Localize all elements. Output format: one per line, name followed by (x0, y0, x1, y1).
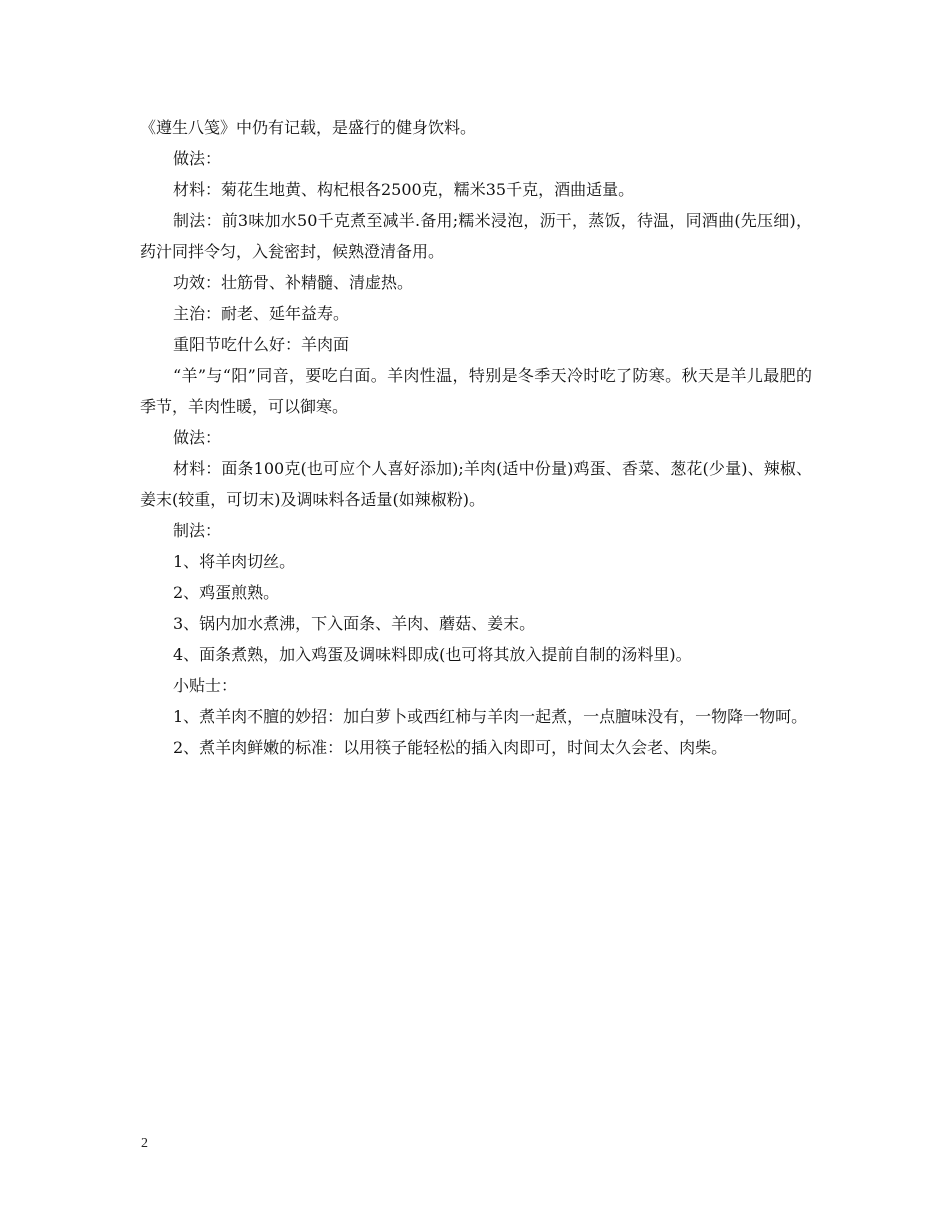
paragraph-9: 做法： (173, 428, 222, 447)
paragraph-11: 制法： (173, 521, 222, 540)
step-4: 4、面条煮熟，加入鸡蛋及调味料即成(也可将其放入提前自制的汤料里)。 (173, 645, 692, 664)
paragraph-5: 功效：壮筋骨、补精髓、清虚热。 (173, 273, 414, 292)
paragraph-4: 制法：前3味加水50千克煮至减半.备用;糯米浸泡，沥干，蒸饭，待温，同酒曲(先压细)，药汁同拌令匀，入瓮密封，候熟澄清备用。 (140, 211, 812, 261)
paragraph-1: 《遵生八笺》中仍有记载，是盛行的健身饮料。 (140, 118, 477, 137)
section-heading-mutton-noodles: 重阳节吃什么好：羊肉面 (173, 335, 350, 354)
step-2: 2、鸡蛋煎熟。 (173, 583, 280, 602)
page-number: 2 (141, 1136, 148, 1151)
document-body (140, 112, 812, 763)
step-1: 1、将羊肉切丝。 (173, 552, 296, 571)
tips-heading: 小贴士： (173, 676, 238, 695)
step-3: 3、锅内加水煮沸，下入面条、羊肉、蘑菇、姜末。 (173, 614, 536, 633)
paragraph-3: 材料：菊花生地黄、构杞根各2500克，糯米35千克，酒曲适量。 (173, 180, 635, 199)
paragraph-8: “羊”与“阳”同音，要吃白面。羊肉性温，特别是冬季天冷时吃了防寒。秋天是羊儿最肥的季节，羊肉性暖，可以御寒。 (140, 366, 812, 416)
paragraph-6: 主治：耐老、延年益寿。 (173, 304, 350, 323)
paragraph-10: 材料：面条100克(也可应个人喜好添加);羊肉(适中份量)鸡蛋、香菜、葱花(少量)、辣椒、姜末(较重，可切末)及调味料各适量(如辣椒粉)。 (140, 459, 812, 509)
paragraph-2: 做法： (173, 149, 222, 168)
tip-2: 2、煮羊肉鲜嫩的标准：以用筷子能轻松的插入肉即可，时间太久会老、肉柴。 (173, 738, 728, 757)
tip-1: 1、煮羊肉不膻的妙招：加白萝卜或西红柿与羊肉一起煮，一点膻味没有，一物降一物呵。 (173, 707, 808, 726)
